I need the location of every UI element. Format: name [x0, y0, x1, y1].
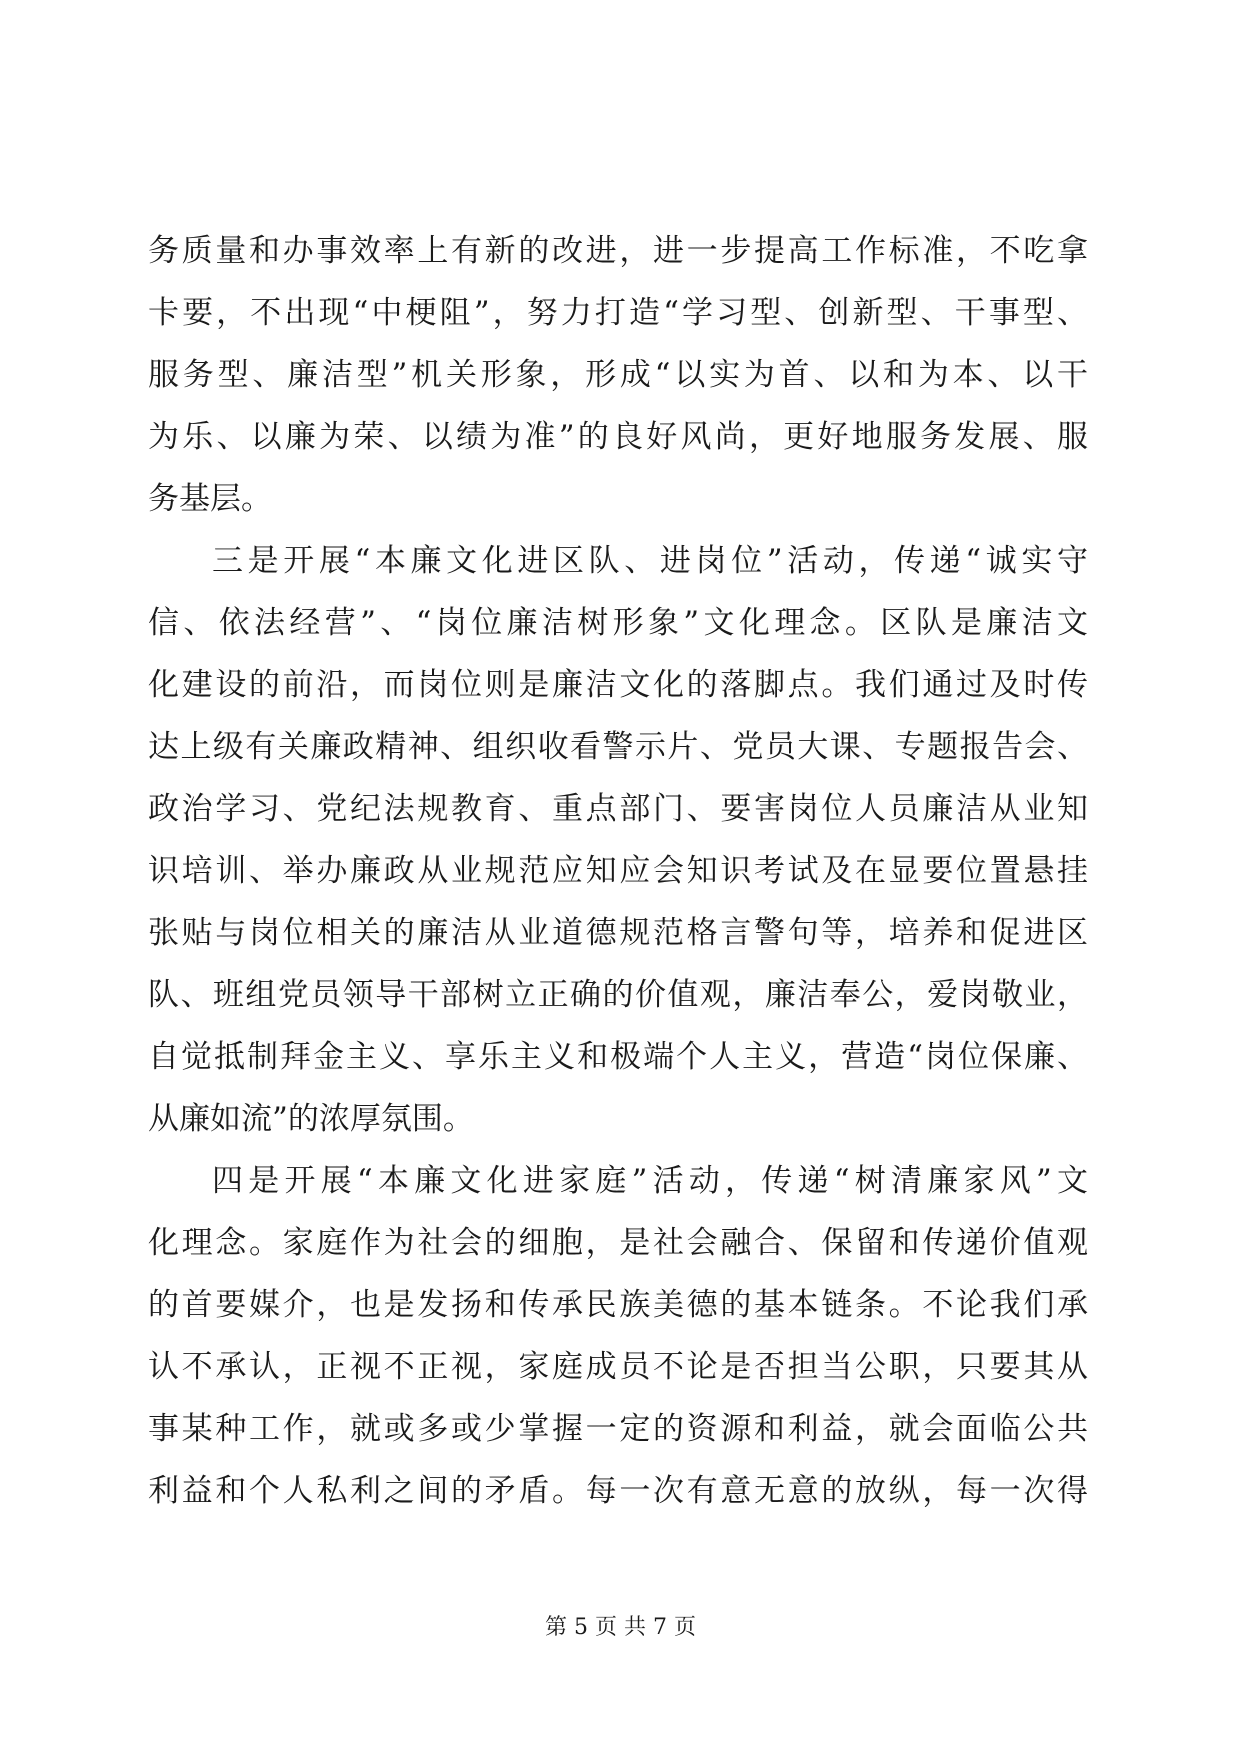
text-line: 事某种工作，就或多或少掌握一定的资源和利益，就会面临公共 — [148, 1411, 1088, 1447]
text-line: 信、依法经营”、“岗位廉洁树形象”文化理念。区队是廉洁文 — [148, 605, 1088, 641]
text-line: 政治学习、党纪法规教育、重点部门、要害岗位人员廉洁从业知 — [148, 791, 1088, 827]
text-line: 从廉如流”的浓厚氛围。 — [148, 1101, 474, 1137]
text-line: 卡要，不出现“中梗阻”，努力打造“学习型、创新型、干事型、 — [148, 295, 1088, 331]
text-line: 认不承认，正视不正视，家庭成员不论是否担当公职，只要其从 — [148, 1349, 1088, 1385]
text-line: 自觉抵制拜金主义、享乐主义和极端个人主义，营造“岗位保廉、 — [148, 1039, 1088, 1075]
text-line: 的首要媒介，也是发扬和传承民族美德的基本链条。不论我们承 — [148, 1287, 1088, 1323]
text-line: 为乐、以廉为荣、以绩为准”的良好风尚，更好地服务发展、服 — [148, 419, 1088, 455]
text-line: 务基层。 — [148, 481, 272, 517]
text-line: 识培训、举办廉政从业规范应知应会知识考试及在显要位置悬挂 — [148, 853, 1088, 889]
paragraph-first-line: 四是开展“本廉文化进家庭”活动，传递“树清廉家风”文 — [212, 1163, 1088, 1199]
body-text — [148, 220, 1088, 1522]
text-line: 化理念。家庭作为社会的细胞，是社会融合、保留和传递价值观 — [148, 1225, 1088, 1261]
text-line: 达上级有关廉政精神、组织收看警示片、党员大课、专题报告会、 — [148, 729, 1088, 765]
text-line: 服务型、廉洁型”机关形象，形成“以实为首、以和为本、以干 — [148, 357, 1088, 393]
text-line: 张贴与岗位相关的廉洁从业道德规范格言警句等，培养和促进区 — [148, 915, 1088, 951]
text-line: 化建设的前沿，而岗位则是廉洁文化的落脚点。我们通过及时传 — [148, 667, 1088, 703]
paragraph-first-line: 三是开展“本廉文化进区队、进岗位”活动，传递“诚实守 — [212, 543, 1088, 579]
page-number-footer: 第 5 页 共 7 页 — [545, 1615, 696, 1640]
text-line: 利益和个人私利之间的矛盾。每一次有意无意的放纵，每一次得 — [148, 1473, 1088, 1509]
text-line: 务质量和办事效率上有新的改进，进一步提高工作标准，不吃拿 — [148, 233, 1088, 269]
text-line: 队、班组党员领导干部树立正确的价值观，廉洁奉公，爱岗敬业， — [148, 977, 1088, 1013]
